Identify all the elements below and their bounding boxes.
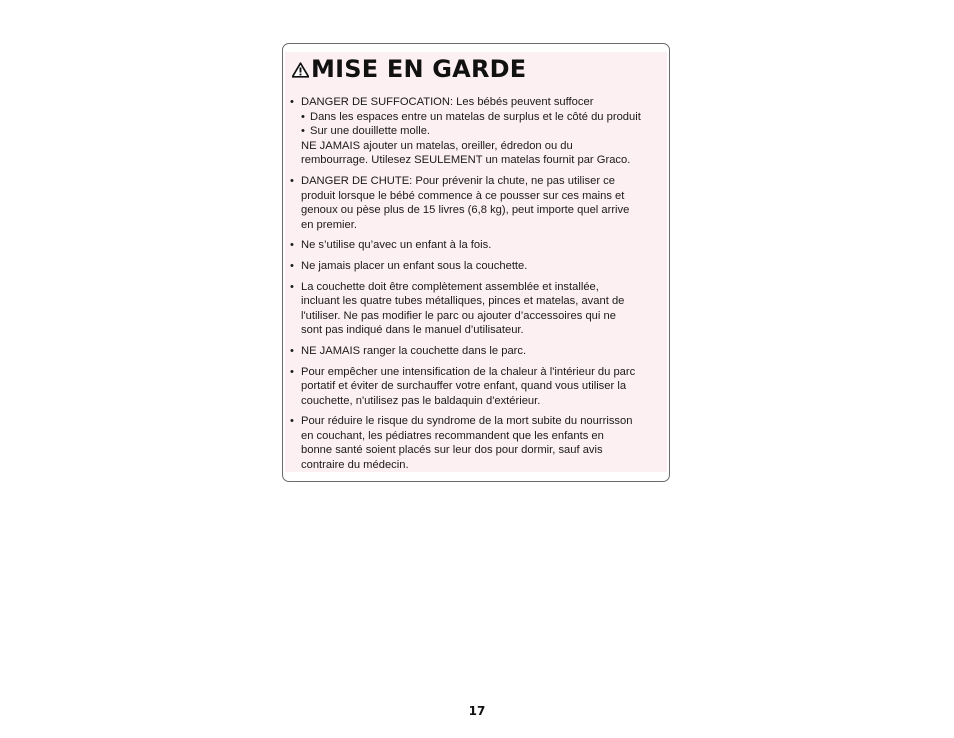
warning-text-line: portatif et éviter de surchauffer votre enfant, quand vous utiliser la [301, 380, 627, 393]
warning-text-line: en premier. [301, 218, 357, 231]
warning-subitem [301, 124, 670, 139]
bullet: • [290, 280, 294, 293]
warning-text-line: NE JAMAIS ranger la couchette dans le parc. [301, 344, 527, 357]
warning-text-line: produit lorsque le bébé commence à ce pousser sur ces mains et [301, 189, 625, 202]
warning-item [290, 280, 670, 338]
warning-text-line: DANGER DE CHUTE: Pour prévenir la chute, ne pas utiliser ce [301, 174, 615, 187]
warning-text-line: Ne jamais placer un enfant sous la couchette. [301, 259, 528, 272]
warning-panel [285, 52, 667, 472]
bullet: • [290, 174, 294, 187]
warning-item [290, 344, 670, 359]
sub-bullet: • [301, 125, 305, 138]
bullet: • [290, 96, 294, 108]
warning-triangle-icon [292, 62, 309, 78]
page-number: 17 [468, 704, 486, 718]
bullet: • [290, 365, 294, 378]
warning-item [290, 365, 670, 409]
warning-text-line: genoux ou pèse plus de 15 livres (6,8 kg), peut importe quel arrive [301, 204, 630, 217]
warning-text-line: rembourrage. Utilesez SEULEMENT un matelas fournit par Graco. [301, 154, 631, 167]
warning-text-line: Pour empêcher une intensification de la chaleur à l'intérieur du parc [301, 365, 636, 378]
warning-heading [292, 52, 526, 86]
warning-item [290, 95, 670, 168]
warning-item [290, 174, 670, 232]
bullet: • [290, 239, 294, 252]
bullet: • [290, 415, 294, 428]
warning-subitem-text: Sur une douillette molle. [310, 125, 431, 138]
warning-text-line: en couchant, les pédiatres recommandent que les enfants en [301, 429, 604, 442]
warning-text-line: sont pas indiqué dans le manuel d’utilisateur. [301, 324, 524, 337]
warning-text-line: NE JAMAIS ajouter un matelas, oreiller, édredon ou du [301, 139, 573, 152]
bullet: • [290, 344, 294, 357]
warning-text-line: Pour réduire le risque du syndrome de la mort subite du nourrisson [301, 415, 633, 428]
warning-text-line: DANGER DE SUFFOCATION: Les bébés peuvent suffocer [301, 96, 594, 108]
warning-box [282, 43, 670, 482]
warning-item [290, 414, 670, 472]
warning-item [290, 259, 670, 274]
warning-text-line: incluant les quatre tubes métalliques, pinces et matelas, avant de [301, 295, 625, 308]
warning-subitem-text: Dans les espaces entre un matelas de surplus et le côté du produit [310, 110, 641, 123]
warning-text-line: La couchette doit être complètement assemblée et installée, [301, 280, 599, 293]
warning-text-line: contraire du médecin. [301, 459, 409, 472]
warning-list [290, 95, 670, 479]
sub-bullet: • [301, 110, 305, 123]
warning-subitem [301, 110, 670, 125]
warning-text-line: Ne s’utilise qu’avec un enfant à la fois. [301, 239, 492, 252]
warning-item [290, 238, 670, 253]
warning-text-line: couchette, n'utilisez pas le baldaquin d'extérieur. [301, 394, 541, 407]
warning-text-line: l'utiliser. Ne pas modifier le parc ou ajouter d’accessoires qui ne [301, 309, 616, 322]
warning-title: MISE EN GARDE [311, 55, 527, 83]
warning-text-line: bonne santé soient placés sur leur dos pour dormir, sauf avis [301, 444, 603, 457]
bullet: • [290, 259, 294, 272]
